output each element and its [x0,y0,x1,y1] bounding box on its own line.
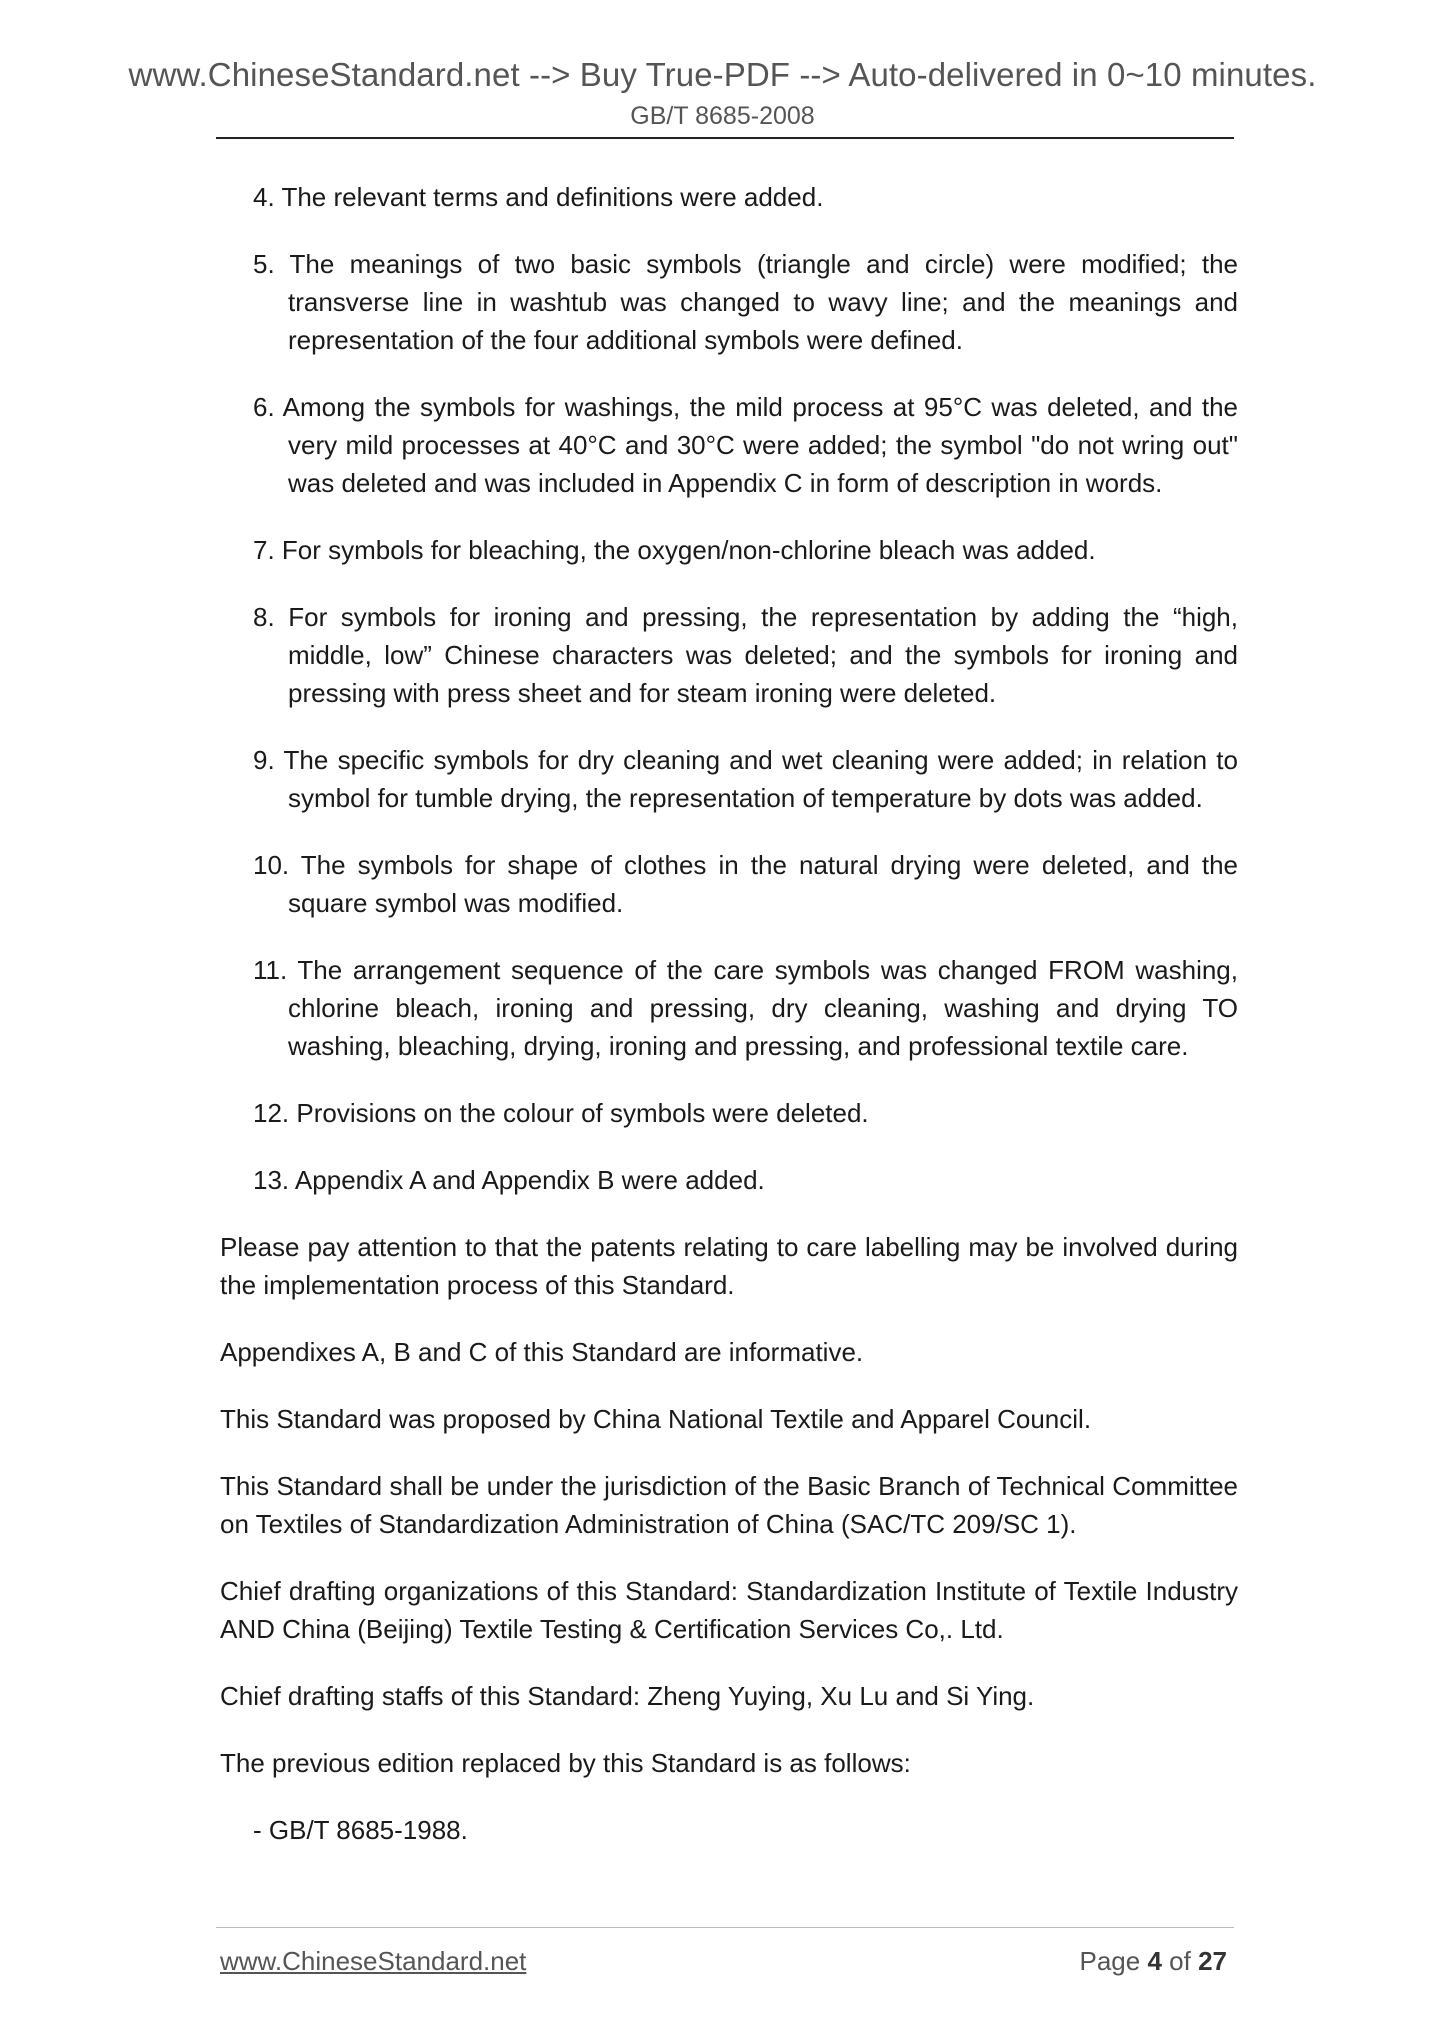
jurisdiction-paragraph: This Standard shall be under the jurisdiction of the Basic Branch of Technical Committee on Textiles of Standardization Administration of China (SAC/TC 209/SC 1). [220,1471,1238,1539]
list-item-10: 10. The symbols for shape of clothes in the natural drying were deleted, and the square symbol was modified. [253,850,1238,918]
proposer-paragraph: This Standard was proposed by China National Textile and Apparel Council. [220,1404,1092,1434]
appendix-note-paragraph: Appendixes A, B and C of this Standard are informative. [220,1337,864,1367]
replaced-edition-item: - GB/T 8685-1988. [253,1815,468,1845]
footer-divider [216,1927,1234,1928]
previous-edition-paragraph: The previous edition replaced by this Standard is as follows: [220,1748,911,1778]
list-item-4: 4. The relevant terms and definitions were added. [253,182,824,212]
document-body [220,178,1238,1849]
current-page-number: 4 [1147,1946,1162,1976]
list-item-11: 11. The arrangement sequence of the care symbols was changed FROM washing, chlorine bleach, ironing and pressing, dry cleaning, washing and drying TO washing, bleaching, drying, ironing and pressing, and professional textile care. [253,955,1238,1061]
list-item-7: 7. For symbols for bleaching, the oxygen/non-chlorine bleach was added. [253,535,1096,565]
drafting-organizations-paragraph: Chief drafting organizations of this Standard: Standardization Institute of Textile Industry AND China (Beijing) Textile Testing & Certification Services Co,. Ltd. [220,1576,1238,1644]
page-word: Page [1079,1946,1141,1976]
header-banner[interactable]: www.ChineseStandard.net --> Buy True-PDF --> Auto-delivered in 0~10 minutes. [128,56,1317,93]
total-pages-number: 27 [1198,1946,1227,1976]
of-word: of [1169,1946,1191,1976]
drafting-staff-paragraph: Chief drafting staffs of this Standard: Zheng Yuying, Xu Lu and Si Ying. [220,1681,1035,1711]
page-indicator [1079,1946,1227,1977]
patent-notice-paragraph: Please pay attention to that the patents relating to care labelling may be involved during the implementation process of this Standard. [220,1232,1238,1300]
footer-website-link[interactable]: www.ChineseStandard.net [220,1946,527,1976]
list-item-5: 5. The meanings of two basic symbols (triangle and circle) were modified; the transverse line in washtub was changed to wavy line; and the meanings and representation of the four additional symbols were defined. [253,249,1238,355]
header-divider [216,137,1234,139]
list-item-13: 13. Appendix A and Appendix B were added. [253,1165,765,1195]
list-item-8: 8. For symbols for ironing and pressing, the representation by adding the “high, middle, low” Chinese characters was deleted; and the symbols for ironing and pressing with press sheet and for steam ironing were deleted. [253,602,1238,708]
standard-code: GB/T 8685-2008 [630,102,815,130]
list-item-12: 12. Provisions on the colour of symbols were deleted. [253,1098,869,1128]
list-item-9: 9. The specific symbols for dry cleaning and wet cleaning were added; in relation to symbol for tumble drying, the representation of temperature by dots was added. [253,745,1238,813]
list-item-6: 6. Among the symbols for washings, the mild process at 95°C was deleted, and the very mild processes at 40°C and 30°C were added; the symbol "do not wring out" was deleted and was included in Appendix C in form of description in words. [253,392,1238,498]
